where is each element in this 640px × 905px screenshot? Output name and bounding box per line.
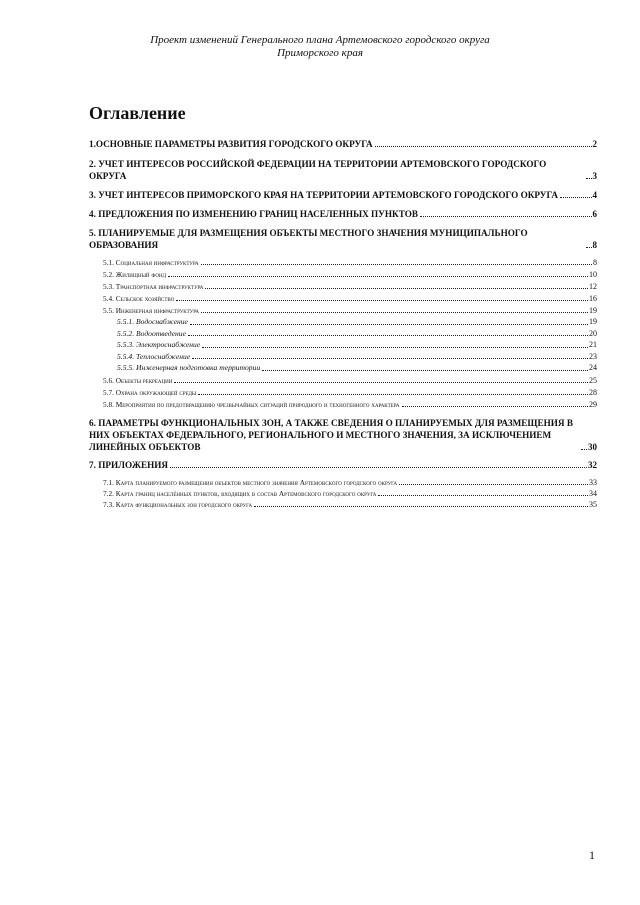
toc-entry-title: 5.3. Транспортная инфраструктура <box>103 282 204 291</box>
toc-entry[interactable] <box>89 281 597 292</box>
toc-entry-title: 7.3. Карта функциональных зон городского округа <box>103 499 253 509</box>
header-line-2: Приморского края <box>277 47 363 59</box>
toc-entry-title: 2. УЧЕТ ИНТЕРЕСОВ РОССИЙСКОЙ ФЕДЕРАЦИИ НА ТЕРРИТОРИИ АРТЕМОВСКОГО ГОРОДСКОГО ОКРУГА <box>89 159 547 181</box>
table-of-contents <box>89 138 597 510</box>
dot-leader <box>586 247 592 248</box>
toc-entry-title: 7.2. Карта границ населённых пунктов, входящих в состав Артемовского городского округа <box>103 488 377 498</box>
toc-entry-title: 5.7. Охрана окружающей среды <box>103 387 197 397</box>
toc-entry-title: 5. ПЛАНИРУЕМЫЕ ДЛЯ РАЗМЕЩЕНИЯ ОБЪЕКТЫ МЕСТНОГО ЗНАЧЕНИЯ МУНИЦИПАЛЬНОГО ОБРАЗОВАНИЯ <box>89 228 528 250</box>
toc-entry[interactable] <box>89 316 597 328</box>
toc-entry[interactable] <box>89 459 597 471</box>
toc-entry-title: 5.5.5. Инженерная подготовка территории <box>117 363 261 372</box>
toc-entry[interactable] <box>89 362 597 374</box>
toc-entry-page: 2 <box>592 139 597 149</box>
dot-leader <box>201 264 592 265</box>
dot-leader <box>168 276 588 277</box>
toc-entry[interactable] <box>89 477 597 488</box>
toc-entry-page: 4 <box>592 190 597 200</box>
dot-leader <box>192 358 588 359</box>
toc-entry-page: 23 <box>589 351 597 361</box>
toc-entry[interactable] <box>89 375 597 386</box>
toc-entry[interactable] <box>89 417 597 453</box>
toc-entry-page: 34 <box>589 488 597 498</box>
page-header <box>0 34 640 60</box>
dot-leader <box>202 347 588 348</box>
toc-entry-page: 24 <box>589 363 597 372</box>
toc-entry[interactable] <box>89 399 597 410</box>
toc-entry-page: 3 <box>592 171 597 181</box>
dot-leader <box>174 382 588 383</box>
toc-entry-title: 6. ПАРАМЕТРЫ ФУНКЦИОНАЛЬНЫХ ЗОН, А ТАКЖЕ СВЕДЕНИЯ О ПЛАНИРУЕМЫХ ДЛЯ РАЗМЕЩЕНИЯ В НИХ ОБЪЕКТАХ ФЕДЕРАЛЬНОГО, РЕГИОНАЛЬНОГО И МЕСТНОГО ЗНАЧЕНИЯ, ЗА ИСКЛЮЧЕНИЕМ ЛИНЕЙНЫХ ОБЪЕКТОВ <box>89 417 573 452</box>
dot-leader <box>176 300 588 301</box>
dot-leader <box>205 288 588 289</box>
dot-leader <box>560 197 591 198</box>
toc-entry-page: 33 <box>589 477 597 487</box>
toc-entry[interactable] <box>89 488 597 499</box>
dot-leader <box>190 324 588 325</box>
toc-entry[interactable] <box>89 257 597 268</box>
toc-entry-title: 7.1. Карта планируемого размещения объектов местного значения Артемовского городского округа <box>103 477 398 487</box>
toc-entry[interactable] <box>89 328 597 340</box>
toc-entry-title: 5.6. Объекты рекреации <box>103 375 173 385</box>
toc-entry-page: 19 <box>589 317 597 326</box>
toc-entry-page: 16 <box>589 294 597 303</box>
toc-entry-page: 12 <box>589 282 597 291</box>
toc-entry[interactable] <box>89 387 597 398</box>
toc-entry-title: 5.5.1. Водоснабжение <box>117 317 188 326</box>
toc-entry-title: 5.4. Сельское хозяйство <box>103 294 175 303</box>
toc-entry-page: 8 <box>592 240 597 250</box>
dot-leader <box>399 484 588 485</box>
toc-entry[interactable] <box>89 339 597 351</box>
toc-entry-page: 19 <box>589 306 597 315</box>
toc-entry-title: 3. УЧЕТ ИНТЕРЕСОВ ПРИМОРСКОГО КРАЯ НА ТЕРРИТОРИИ АРТЕМОВСКОГО ГОРОДСКОГО ОКРУГА <box>89 190 559 200</box>
dot-leader <box>420 216 591 217</box>
toc-entry-page: 6 <box>592 209 597 219</box>
toc-entry[interactable] <box>89 351 597 363</box>
dot-leader <box>170 467 587 468</box>
dot-leader <box>198 394 588 395</box>
toc-entry-page: 32 <box>588 459 597 470</box>
toc-entry-page: 30 <box>588 441 597 452</box>
toc-entry[interactable] <box>89 305 597 316</box>
toc-title: Оглавление <box>89 103 186 123</box>
toc-entry-page: 29 <box>589 399 597 409</box>
toc-entry-title: 5.5.2. Водоотведение <box>117 328 186 338</box>
toc-entry[interactable] <box>89 227 597 251</box>
toc-entry-page: 25 <box>589 375 597 385</box>
dot-leader <box>375 146 592 147</box>
dot-leader <box>378 495 588 496</box>
toc-entry-title: 5.5. Инженерная инфраструктура <box>103 306 199 315</box>
toc-entry-title: 1.ОСНОВНЫЕ ПАРАМЕТРЫ РАЗВИТИЯ ГОРОДСКОГО ОКРУГА <box>89 139 373 149</box>
toc-entry-title: 5.1. Социальная инфраструктура <box>103 258 199 267</box>
toc-entry[interactable] <box>89 138 597 150</box>
toc-entry-title: 5.8. Мероприятия по предотвращению чрезвычайных ситуаций природного и техногенного характера <box>103 399 400 409</box>
toc-entry-page: 35 <box>589 499 597 509</box>
dot-leader <box>254 506 588 507</box>
toc-entry[interactable] <box>89 499 597 510</box>
toc-entry[interactable] <box>89 293 597 304</box>
toc-entry-page: 8 <box>593 258 597 267</box>
toc-entry-title: 5.5.3. Электроснабжение <box>117 340 201 349</box>
toc-entry-page: 21 <box>589 340 597 349</box>
dot-leader <box>262 370 588 371</box>
toc-entry-page: 20 <box>589 328 597 338</box>
dot-leader <box>581 449 587 450</box>
toc-entry-page: 28 <box>589 387 597 397</box>
toc-entry-title: 7. ПРИЛОЖЕНИЯ <box>89 459 168 470</box>
toc-entry[interactable] <box>89 158 597 182</box>
toc-entry-page: 10 <box>589 270 597 279</box>
dot-leader <box>402 406 588 407</box>
toc-entry-title: 5.5.4. Теплоснабжение <box>117 351 191 361</box>
toc-entry-title: 4. ПРЕДЛОЖЕНИЯ ПО ИЗМЕНЕНИЮ ГРАНИЦ НАСЕЛЕННЫХ ПУНКТОВ <box>89 209 419 219</box>
dot-leader <box>188 335 588 336</box>
dot-leader <box>586 178 592 179</box>
header-line-1: Проект изменений Генерального плана Артемовского городского округа <box>150 34 490 46</box>
toc-entry[interactable] <box>89 208 597 220</box>
page-number: 1 <box>589 848 595 862</box>
toc-entry[interactable] <box>89 189 597 201</box>
toc-entry[interactable] <box>89 269 597 280</box>
toc-entry-title: 5.2. Жилищный фонд <box>103 270 167 279</box>
dot-leader <box>201 312 588 313</box>
